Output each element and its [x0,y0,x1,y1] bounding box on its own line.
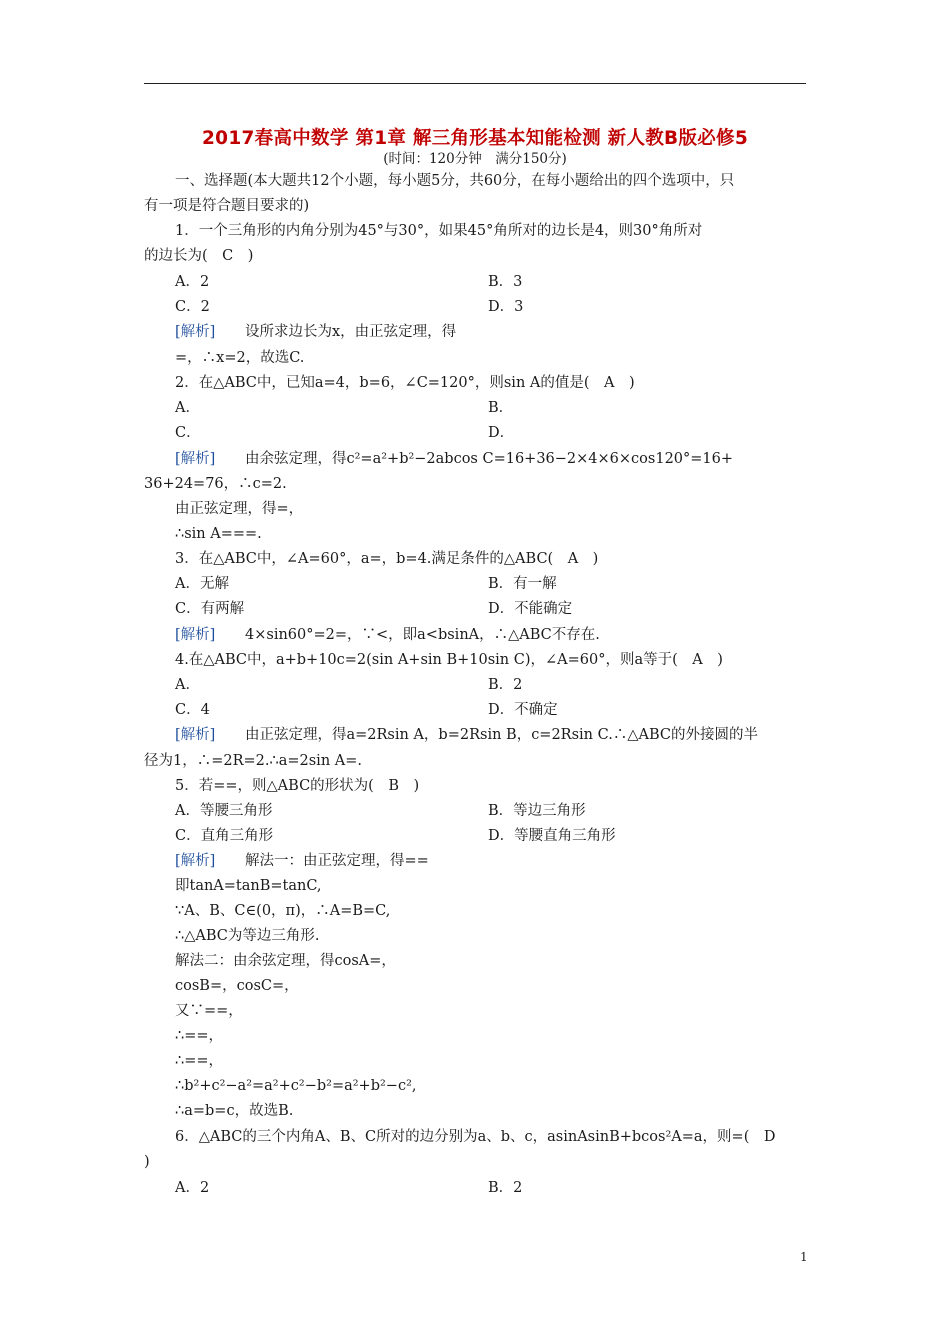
analysis-tag: [解析] [175,853,216,869]
option-c: C．2 [175,299,210,315]
option-a: A． [175,400,200,416]
text-line: 即tanA=tanB=tanC, [175,878,322,894]
question-3: 3．在△ABC中，∠A=60°，a=，b=4.满足条件的△ABC( A ) [175,551,599,567]
option-b: B．3 [488,274,523,290]
option-b: B．2 [488,677,523,693]
text-line: 由正弦定理，得=， [175,501,304,517]
text-line: 解法二：由余弦定理，得cosA=， [175,953,396,969]
text-line: ∴a=b=c，故选B. [175,1103,294,1119]
question-2: 2．在△ABC中，已知a=4，b=6，∠C=120°，则sin A的值是( A ) [175,375,635,391]
text-line: 径为1，∴=2R=2.∴a=2sin A=. [144,753,363,769]
analysis-text: 由余弦定理，得c²=a²+b²−2abcos C=16+36−2×4×6×cos120°=16+ [245,451,734,467]
text-line: cosB=，cosC=， [175,978,299,994]
question-4: 4.在△ABC中，a+b+10c=2(sin A+sin B+10sin C)，∠A=60°，则a等于( A ) [175,652,723,668]
analysis-tag: [解析] [175,727,216,743]
option-d: D．3 [488,299,524,315]
text-line: 的边长为( C ) [144,248,254,264]
text-line: ∵A、B、C∈(0，π)，∴A=B=C, [175,903,391,919]
option-a: A．无解 [175,576,229,592]
option-b: B．2 [488,1180,523,1196]
option-c: C． [175,425,201,441]
top-rule [144,83,806,84]
option-a: A．2 [175,1180,210,1196]
analysis-text: 由正弦定理，得a=2Rsin A，b=2Rsin B，c=2Rsin C.∴△ABC的外接圆的半 [245,727,758,743]
text-line: ∴==， [175,1053,224,1069]
page-number: 1 [800,1250,808,1264]
text-line: 又∵==， [175,1003,243,1019]
text-line: =，∴x=2，故选C. [175,350,305,366]
option-d: D．不确定 [488,702,558,718]
text-line: ∴b²+c²−a²=a²+c²−b²=a²+b²−c², [175,1078,417,1094]
analysis-text: 解法一：由正弦定理，得== [245,853,429,869]
question-6: 6．△ABC的三个内角A、B、C所对的边分别为a、b、c，asinAsinB+bcos²A=a，则=( D [175,1129,776,1145]
text-line: ∴△ABC为等边三角形. [175,928,320,944]
analysis-text: 设所求边长为x，由正弦定理，得 [245,324,457,340]
text-line: 36+24=76，∴c=2. [144,476,287,492]
text-line: ) [144,1154,150,1170]
document-subtitle: (时间：120分钟 满分150分) [383,151,567,167]
analysis-tag: [解析] [175,324,216,340]
option-d: D．不能确定 [488,601,573,617]
option-c: C．4 [175,702,210,718]
option-c: C．有两解 [175,601,245,617]
text-line: ∴sin A===. [175,526,262,542]
option-b: B．有一解 [488,576,557,592]
analysis-tag: [解析] [175,451,216,467]
text-line: ∴==， [175,1028,224,1044]
option-b: B．等边三角形 [488,803,586,819]
analysis-tag: [解析] [175,627,216,643]
option-c: C．直角三角形 [175,828,274,844]
option-a: A． [175,677,200,693]
option-a: A．等腰三角形 [175,803,273,819]
option-d: D．等腰直角三角形 [488,828,616,844]
text-line: 有一项是符合题目要求的) [144,198,310,214]
document-title: 2017春高中数学 第1章 解三角形基本知能检测 新人教B版必修5 [201,128,749,149]
section-heading: 一、选择题(本大题共12个小题，每小题5分，共60分，在每小题给出的四个选项中，只 [175,173,735,189]
option-d: D． [488,425,515,441]
question-5: 5．若==，则△ABC的形状为( B ) [175,778,420,794]
option-b: B． [488,400,514,416]
option-a: A．2 [175,274,210,290]
question-1: 1．一个三角形的内角分别为45°与30°，如果45°角所对的边长是4，则30°角所对 [175,223,703,239]
analysis-text: 4×sin60°=2=，∵<，即a<bsinA，∴△ABC不存在. [245,627,600,643]
